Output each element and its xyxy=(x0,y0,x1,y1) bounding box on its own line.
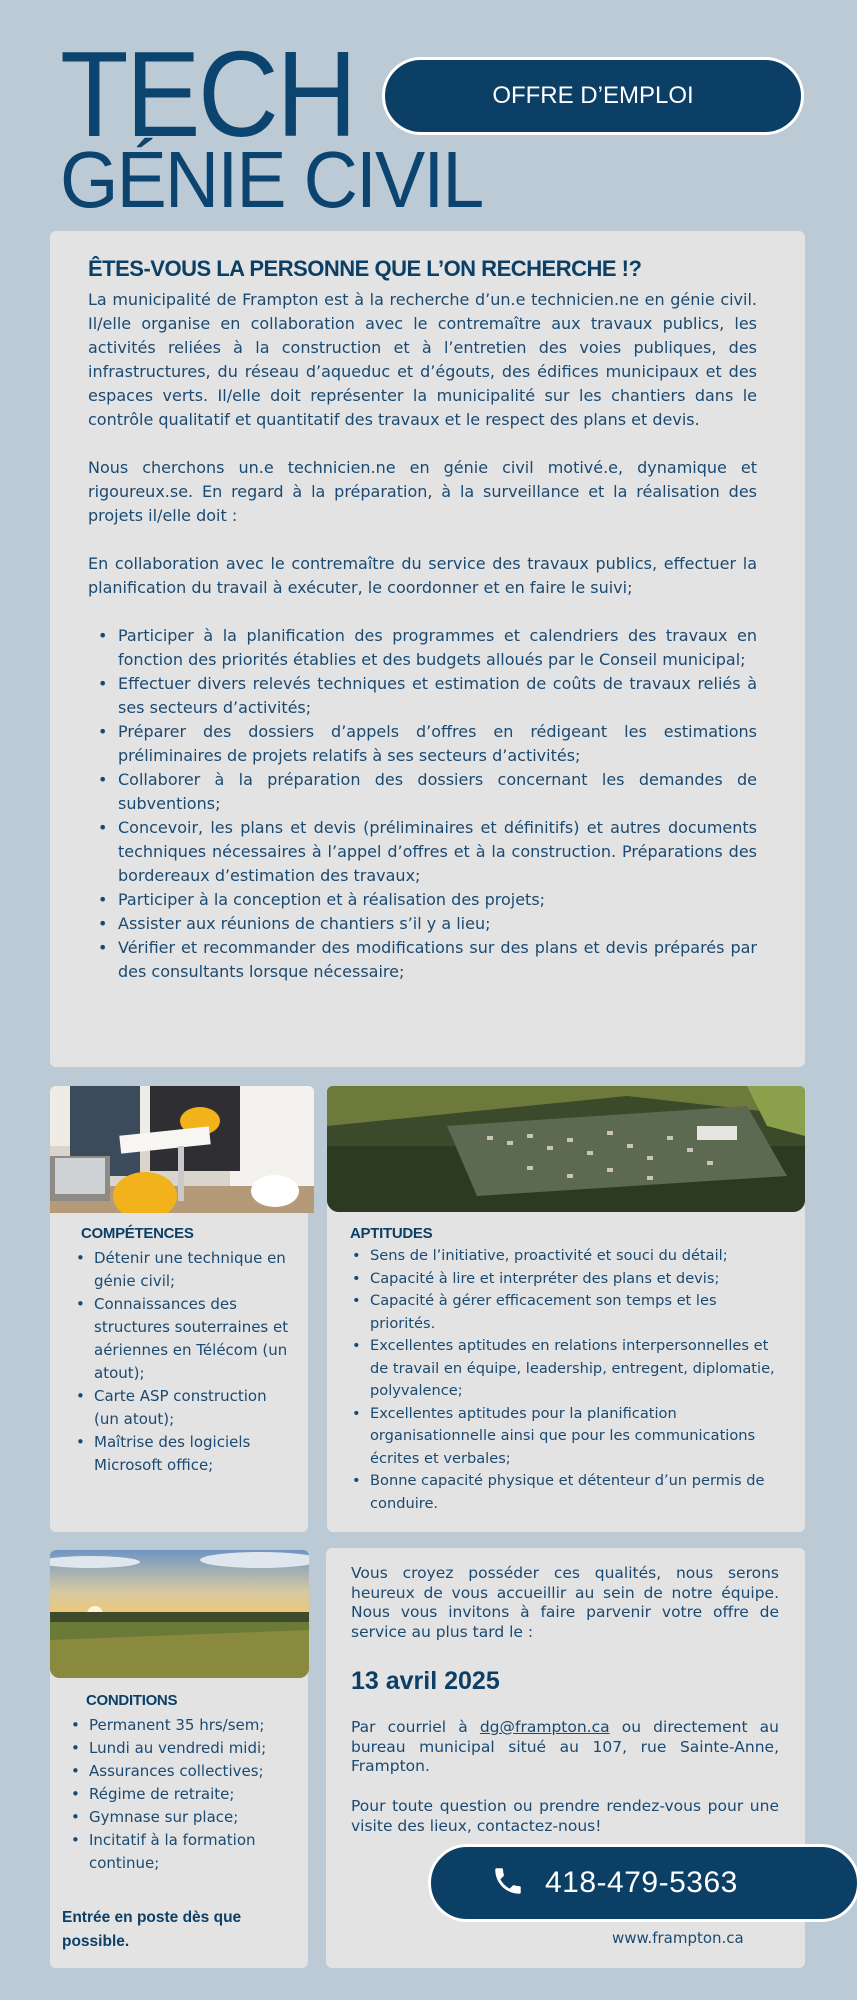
intro-paragraph: La municipalité de Frampton est à la recherche d’un.e technicien.ne en génie civil. Il/elle organise en collaboration avec le contremaître aux travaux publics, les activités reliées à la construction et à l’entretien des voies publiques, des infrastructures, du réseau d’aqueduc et d’égouts, des édifices municipaux et des espaces verts. Il/elle doit représenter la municipalité sur les chantiers dans le contrôle qualitatif et quantitatif des travaux et le respect des plans et devis. xyxy=(88,290,757,429)
list-item: • Participer à la conception et à réalisation des projets; xyxy=(118,888,757,912)
list-item: • Participer à la planification des programmes et calendriers des travaux en fonction des priorités établies et des budgets alloués par le Conseil municipal; xyxy=(118,624,757,672)
mail-suffix: ou directement au bureau municipal situé au 107, rue Sainte-Anne, Frampton. xyxy=(351,1718,779,1775)
list-item: • Vérifier et recommander des modifications sur des plans et devis préparés par des consultants lorsque nécessaire; xyxy=(118,936,757,984)
aerial-town-photo xyxy=(327,1086,805,1212)
main-body xyxy=(88,288,757,984)
list-item: • Lundi au vendredi midi; xyxy=(69,1737,289,1760)
list-item: • Assurances collectives; xyxy=(69,1760,289,1783)
list-item: • Capacité à gérer efficacement son temps et les priorités. xyxy=(350,1290,780,1335)
phone-icon xyxy=(491,1864,525,1902)
list-item: • Effectuer divers relevés techniques et estimation de coûts de travaux reliés à ses secteurs d’activités; xyxy=(118,672,757,720)
tasks-list xyxy=(118,624,757,984)
start-date-note: Entrée en poste dès que possible. xyxy=(62,1909,242,1950)
apply-mail-text xyxy=(351,1718,779,1777)
phone-button[interactable] xyxy=(428,1844,857,1922)
website-link[interactable]: www.frampton.ca xyxy=(612,1929,744,1947)
list-item: • Carte ASP construction (un atout); xyxy=(74,1385,294,1431)
deadline-date: 13 avril 2025 xyxy=(351,1667,500,1695)
list-item: • Préparer des dossiers d’appels d’offres en rédigeant les estimations préliminaires de projets relatifs à ses secteurs d’activités; xyxy=(118,720,757,768)
list-item: • Connaissances des structures souterraines et aériennes en Télécom (un atout); xyxy=(74,1293,294,1385)
list-item: • Détenir une technique en génie civil; xyxy=(74,1247,294,1293)
list-item: • Incitatif à la formation continue; xyxy=(69,1829,289,1875)
competences-title: COMPÉTENCES xyxy=(81,1225,194,1242)
title-genie-civil: GÉNIE CIVIL xyxy=(60,135,483,224)
list-item: • Gymnase sur place; xyxy=(69,1806,289,1829)
list-item: • Concevoir, les plans et devis (préliminaires et définitifs) et autres documents techniques nécessaires à l’appel d’offres et à la construction. Préparations des bordereaux d’estimation des travaux; xyxy=(118,816,757,888)
apply-question: Pour toute question ou prendre rendez-vous pour une visite des lieux, contactez-nous! xyxy=(351,1797,779,1835)
apply-intro: Vous croyez posséder ces qualités, nous serons heureux de vous accueillir au sein de notre équipe. Nous vous invitons à faire parvenir votre offre de service au plus tard le : xyxy=(351,1564,779,1641)
title-tech: TECH xyxy=(60,26,355,162)
main-description-panel xyxy=(50,231,805,1067)
list-item: • Capacité à lire et interpréter des plans et devis; xyxy=(350,1268,780,1291)
collaboration-paragraph: En collaboration avec le contremaître du service des travaux publics, effectuer la planification du travail à exécuter, le coordonner et en faire le suivi; xyxy=(88,554,757,597)
list-item: • Excellentes aptitudes en relations interpersonnelles et de travail en équipe, leadership, entregent, diplomatie, polyvalence; xyxy=(350,1335,780,1403)
list-item: • Régime de retraite; xyxy=(69,1783,289,1806)
main-heading: ÊTES-VOUS LA PERSONNE QUE L’ON RECHERCHE !? xyxy=(88,256,642,281)
email-link[interactable]: dg@frampton.ca xyxy=(479,1718,610,1736)
aptitudes-title: APTITUDES xyxy=(350,1225,433,1242)
conditions-title: CONDITIONS xyxy=(86,1692,178,1709)
phone-number: 418-479-5363 xyxy=(545,1866,738,1899)
list-item: • Permanent 35 hrs/sem; xyxy=(69,1714,289,1737)
mail-prefix: Par courriel à xyxy=(351,1718,480,1736)
list-item: • Collaborer à la préparation des dossiers concernant les demandes de subventions; xyxy=(118,768,757,816)
list-item: • Assister aux réunions de chantiers s’il y a lieu; xyxy=(118,912,757,936)
engineers-photo xyxy=(50,1086,314,1213)
job-offer-badge: OFFRE D’EMPLOI xyxy=(382,57,804,135)
sunset-field-photo xyxy=(50,1550,309,1678)
list-item: • Excellentes aptitudes pour la planification organisationnelle ainsi que pour les communications écrites et verbales; xyxy=(350,1403,780,1471)
competences-list xyxy=(74,1247,294,1477)
aptitudes-list xyxy=(350,1245,780,1515)
list-item: • Sens de l’initiative, proactivité et souci du détail; xyxy=(350,1245,780,1268)
conditions-list xyxy=(69,1714,289,1875)
list-item: • Maîtrise des logiciels Microsoft office; xyxy=(74,1431,294,1477)
profile-paragraph: Nous cherchons un.e technicien.ne en génie civil motivé.e, dynamique et rigoureux.se. En regard à la préparation, à la surveillance et la réalisation des projets il/elle doit : xyxy=(88,458,757,525)
list-item: • Bonne capacité physique et détenteur d’un permis de conduire. xyxy=(350,1470,780,1515)
